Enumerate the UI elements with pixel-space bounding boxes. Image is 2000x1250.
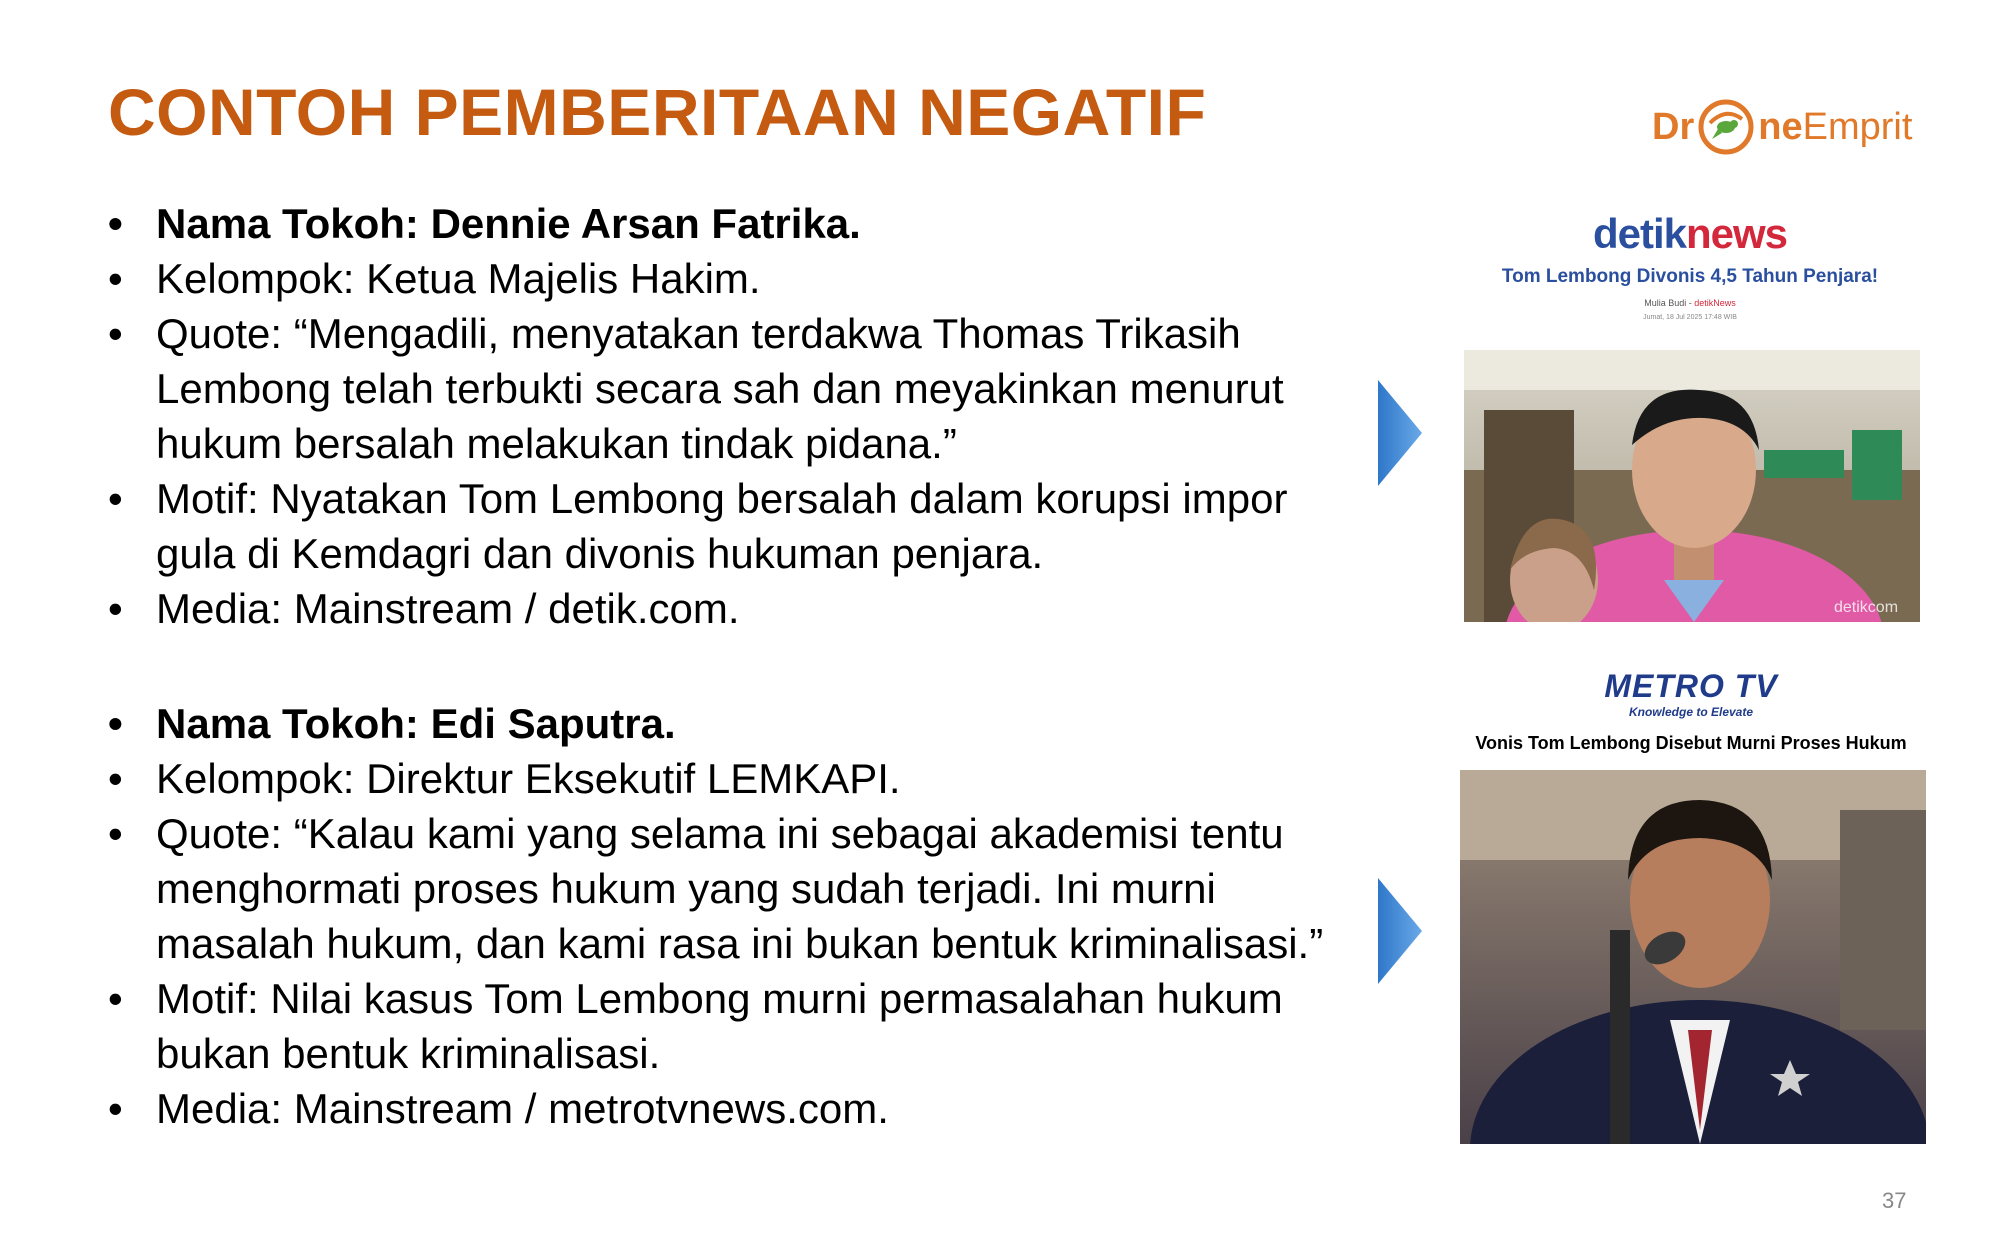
drone-icon <box>1696 97 1756 157</box>
metrotv-logo: METRO TV <box>1604 668 1778 704</box>
news-headline: Vonis Tom Lembong Disebut Murni Proses Hukum <box>1475 733 1907 753</box>
bullet-media: • Media: Mainstream / detik.com. <box>108 581 1358 636</box>
bullet-list-edi <box>108 696 1358 1136</box>
page-number: 37 <box>1882 1188 1907 1213</box>
bullet-nama: • Nama Tokoh: Edi Saputra. <box>108 696 1358 751</box>
news-dateline: Jumat, 18 Jul 2025 17:48 WIB <box>1643 314 1737 321</box>
metrotv-tagline: Knowledge to Elevate <box>1628 705 1754 719</box>
bullet-nama: • Nama Tokoh: Dennie Arsan Fatrika. <box>108 196 1358 251</box>
drone-emprit-logo <box>1652 92 1952 162</box>
arrow-right-icon <box>1378 380 1422 486</box>
bullet-motif: • Motif: Nyatakan Tom Lembong bersalah dalam korupsi impor gula di Kemdagri dan divonis hukuman penjara. <box>108 471 1358 581</box>
news-photo-edi-saputra <box>1460 770 1926 1144</box>
news-headline: Tom Lembong Divonis 4,5 Tahun Penjara! <box>1501 266 1879 287</box>
news-card-metrotv <box>1456 668 1926 754</box>
slide-title: CONTOH PEMBERITAAN NEGATIF <box>108 75 1207 149</box>
logo-text-ne: ne <box>1758 105 1803 148</box>
bullet-kelompok: • Kelompok: Ketua Majelis Hakim. <box>108 251 1358 306</box>
arrow-right-icon <box>1378 878 1422 984</box>
detiknews-logo: detiknews <box>1592 210 1788 257</box>
logo-text-emprit: Emprit <box>1802 105 1913 148</box>
news-card-detik <box>1460 210 1920 321</box>
news-byline: Mulia Budi - detikNews <box>1644 298 1736 308</box>
bullet-list-dennie <box>108 196 1358 636</box>
bullet-quote: • Quote: “Kalau kami yang selama ini sebagai akademisi tentu menghormati proses hukum yang sudah terjadi. Ini murni masalah hukum, dan kami rasa ini bukan bentuk kriminalisasi.” <box>108 806 1358 971</box>
bullet-kelompok: • Kelompok: Direktur Eksekutif LEMKAPI. <box>108 751 1358 806</box>
bullet-quote: • Quote: “Mengadili, menyatakan terdakwa Thomas Trikasih Lembong telah terbukti secara sah dan meyakinkan menurut hukum bersalah melakukan tindak pidana.” <box>108 306 1358 471</box>
bullet-media: • Media: Mainstream / metrotvnews.com. <box>108 1081 1358 1136</box>
logo-text-dr: Dr <box>1652 105 1695 148</box>
svg-text:detikcom: detikcom <box>1834 599 1899 616</box>
news-photo-tom-lembong <box>1464 350 1920 622</box>
bullet-motif: • Motif: Nilai kasus Tom Lembong murni permasalahan hukum bukan bentuk kriminalisasi. <box>108 971 1358 1081</box>
